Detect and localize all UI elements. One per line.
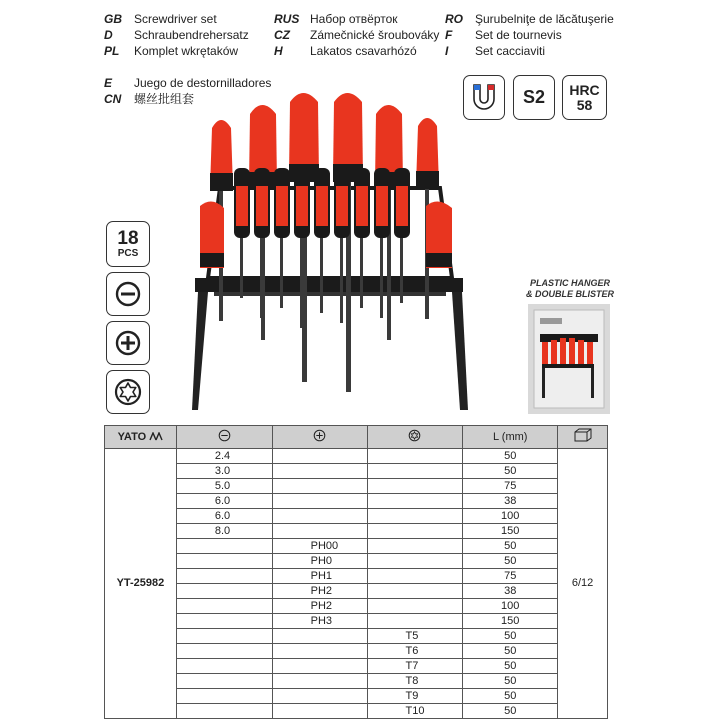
flat-size-cell: 6.0 bbox=[176, 509, 272, 524]
lang-name: Screwdriver set bbox=[134, 12, 217, 26]
table-row bbox=[105, 629, 608, 644]
phillips-size-cell: PH2 bbox=[272, 584, 367, 599]
flat-size-cell bbox=[176, 539, 272, 554]
hanger-caption-line1: PLASTIC HANGER bbox=[529, 278, 610, 288]
table-row bbox=[105, 704, 608, 719]
lang-name: 螺丝批组套 bbox=[134, 92, 195, 106]
hanger-caption bbox=[522, 278, 618, 300]
phillips-size-cell bbox=[272, 689, 367, 704]
torx-size-cell: T5 bbox=[367, 629, 463, 644]
lang-name: Juego de destornilladores bbox=[134, 76, 272, 90]
small-screwdrivers bbox=[234, 168, 410, 328]
flat-size-cell bbox=[176, 569, 272, 584]
hrc-label: HRC bbox=[569, 81, 600, 98]
lang-code: CZ bbox=[274, 28, 290, 42]
phillips-icon bbox=[114, 329, 142, 357]
phillips-size-cell bbox=[272, 644, 367, 659]
lang-name: Set cacciaviti bbox=[475, 44, 546, 58]
lang-code: CN bbox=[104, 92, 122, 106]
length-cell: 50 bbox=[463, 464, 558, 479]
length-cell: 38 bbox=[463, 584, 558, 599]
spec-table bbox=[104, 425, 608, 719]
lang-name: Lakatos csavarhózó bbox=[310, 44, 417, 58]
torx-size-cell bbox=[367, 494, 463, 509]
torx-size-cell bbox=[367, 464, 463, 479]
lang-code: E bbox=[104, 76, 113, 90]
box-icon bbox=[574, 428, 592, 442]
phillips-size-cell bbox=[272, 674, 367, 689]
flat-size-cell bbox=[176, 614, 272, 629]
length-cell: 75 bbox=[463, 569, 558, 584]
magnet-icon bbox=[469, 81, 499, 115]
model-number: YT-25982 bbox=[105, 449, 177, 719]
torx-size-cell bbox=[367, 449, 463, 464]
length-cell: 50 bbox=[463, 554, 558, 569]
s2-steel-badge bbox=[513, 75, 555, 120]
slotted-badge bbox=[106, 272, 150, 316]
table-row bbox=[105, 509, 608, 524]
pcs-label: PCS bbox=[117, 248, 139, 259]
flat-size-cell bbox=[176, 629, 272, 644]
flat-size-cell: 8.0 bbox=[176, 524, 272, 539]
lang-code: F bbox=[445, 28, 453, 42]
phillips-size-cell: PH1 bbox=[272, 569, 367, 584]
torx-size-cell bbox=[367, 524, 463, 539]
phillips-size-cell bbox=[272, 479, 367, 494]
lang-name: Şurubelniţe de lăcătuşerie bbox=[475, 12, 614, 26]
flat-size-cell: 5.0 bbox=[176, 479, 272, 494]
torx-size-cell bbox=[367, 614, 463, 629]
torx-icon bbox=[408, 429, 421, 442]
table-row bbox=[105, 659, 608, 674]
phillips-icon bbox=[313, 429, 326, 442]
torx-size-cell: T8 bbox=[367, 674, 463, 689]
length-cell: 38 bbox=[463, 494, 558, 509]
table-row bbox=[105, 614, 608, 629]
torx-badge bbox=[106, 370, 150, 414]
slotted-column-header bbox=[176, 426, 272, 449]
length-cell: 50 bbox=[463, 644, 558, 659]
table-row bbox=[105, 554, 608, 569]
length-cell: 150 bbox=[463, 614, 558, 629]
torx-column-header bbox=[367, 426, 463, 449]
slotted-icon bbox=[218, 429, 231, 442]
torx-size-cell: T7 bbox=[367, 659, 463, 674]
torx-size-cell bbox=[367, 554, 463, 569]
lang-code: PL bbox=[104, 44, 120, 58]
lang-name: Komplet wkrętaków bbox=[134, 44, 239, 58]
table-body bbox=[105, 449, 608, 719]
table-row bbox=[105, 464, 608, 479]
slotted-icon bbox=[114, 280, 142, 308]
lang-name: Zámečnické šroubováky bbox=[310, 28, 440, 42]
table-row bbox=[105, 449, 608, 464]
torx-size-cell bbox=[367, 509, 463, 524]
hanger-caption-line2: & DOUBLE BLISTER bbox=[525, 289, 614, 299]
pcs-count: 18 bbox=[117, 228, 139, 249]
length-cell: 50 bbox=[463, 659, 558, 674]
flat-size-cell bbox=[176, 554, 272, 569]
package-quantity: 6/12 bbox=[558, 449, 608, 719]
torx-size-cell bbox=[367, 584, 463, 599]
length-cell: 100 bbox=[463, 509, 558, 524]
lang-code: GB bbox=[104, 12, 122, 26]
flat-size-cell: 2.4 bbox=[176, 449, 272, 464]
torx-size-cell bbox=[367, 599, 463, 614]
blister-pack-image bbox=[528, 304, 610, 414]
length-cell: 75 bbox=[463, 479, 558, 494]
torx-size-cell: T6 bbox=[367, 644, 463, 659]
length-cell: 50 bbox=[463, 689, 558, 704]
large-screwdrivers bbox=[210, 93, 439, 392]
flat-size-cell bbox=[176, 659, 272, 674]
length-cell: 50 bbox=[463, 539, 558, 554]
phillips-size-cell bbox=[272, 659, 367, 674]
lang-name: Set de tournevis bbox=[475, 28, 562, 42]
flat-size-cell bbox=[176, 689, 272, 704]
phillips-size-cell bbox=[272, 629, 367, 644]
flat-size-cell bbox=[176, 584, 272, 599]
flat-size-cell bbox=[176, 599, 272, 614]
length-cell: 150 bbox=[463, 524, 558, 539]
flat-size-cell bbox=[176, 704, 272, 719]
phillips-size-cell bbox=[272, 494, 367, 509]
length-cell: 50 bbox=[463, 449, 558, 464]
brand-name: YATO bbox=[117, 430, 147, 443]
phillips-size-cell bbox=[272, 464, 367, 479]
yato-logo-icon bbox=[149, 432, 163, 441]
length-column-header: L (mm) bbox=[463, 426, 558, 449]
phillips-size-cell bbox=[272, 509, 367, 524]
torx-size-cell bbox=[367, 569, 463, 584]
screwdriver-set-image bbox=[190, 88, 470, 413]
table-row bbox=[105, 479, 608, 494]
lang-code: H bbox=[274, 44, 283, 58]
pcs-badge bbox=[106, 221, 150, 267]
phillips-column-header bbox=[272, 426, 367, 449]
table-row bbox=[105, 524, 608, 539]
table-row bbox=[105, 569, 608, 584]
length-cell: 50 bbox=[463, 704, 558, 719]
length-cell: 50 bbox=[463, 629, 558, 644]
flat-size-cell: 6.0 bbox=[176, 494, 272, 509]
phillips-size-cell: PH00 bbox=[272, 539, 367, 554]
table-row bbox=[105, 689, 608, 704]
flat-size-cell bbox=[176, 644, 272, 659]
phillips-size-cell bbox=[272, 449, 367, 464]
phillips-size-cell bbox=[272, 704, 367, 719]
lang-code: I bbox=[445, 44, 449, 58]
length-cell: 50 bbox=[463, 674, 558, 689]
hrc-value: 58 bbox=[576, 96, 593, 113]
brand-header bbox=[105, 426, 177, 449]
torx-icon bbox=[113, 377, 143, 407]
table-row bbox=[105, 539, 608, 554]
phillips-badge bbox=[106, 321, 150, 365]
torx-size-cell bbox=[367, 479, 463, 494]
package-column-header bbox=[558, 426, 608, 449]
table-row bbox=[105, 644, 608, 659]
lang-name: Schraubendrehersatz bbox=[134, 28, 249, 42]
phillips-size-cell: PH0 bbox=[272, 554, 367, 569]
table-row bbox=[105, 599, 608, 614]
phillips-size-cell bbox=[272, 524, 367, 539]
lang-name: Набор отвёрток bbox=[310, 12, 398, 26]
torx-size-cell bbox=[367, 539, 463, 554]
torx-size-cell: T9 bbox=[367, 689, 463, 704]
s2-label: S2 bbox=[522, 87, 546, 107]
hrc-badge bbox=[562, 75, 607, 120]
flat-size-cell: 3.0 bbox=[176, 464, 272, 479]
table-row bbox=[105, 584, 608, 599]
table-row bbox=[105, 494, 608, 509]
torx-size-cell: T10 bbox=[367, 704, 463, 719]
table-header bbox=[105, 426, 608, 449]
length-cell: 100 bbox=[463, 599, 558, 614]
phillips-size-cell: PH2 bbox=[272, 599, 367, 614]
table-row bbox=[105, 674, 608, 689]
flat-size-cell bbox=[176, 674, 272, 689]
phillips-size-cell: PH3 bbox=[272, 614, 367, 629]
lang-code: RUS bbox=[274, 12, 300, 26]
lang-code: RO bbox=[445, 12, 463, 26]
lang-code: D bbox=[104, 28, 113, 42]
